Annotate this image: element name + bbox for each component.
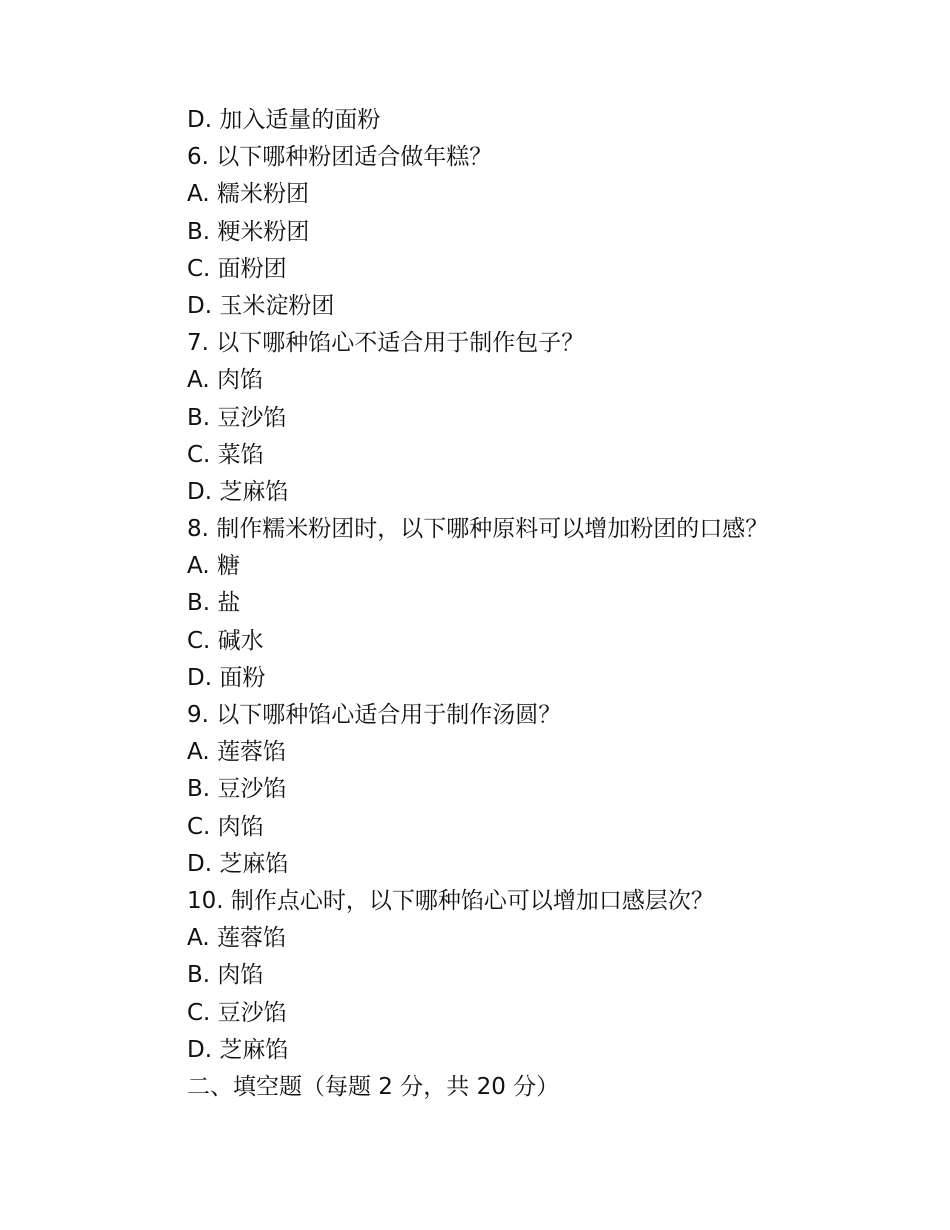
option-c-q10: C. 豆沙馅 xyxy=(187,999,287,1026)
document-body xyxy=(187,102,887,1106)
option-a-q9: A. 莲蓉馅 xyxy=(187,739,286,766)
option-d-q9: D. 芝麻馅 xyxy=(187,850,289,877)
option-c-q8: C. 碱水 xyxy=(187,627,264,654)
option-d-q10: D. 芝麻馅 xyxy=(187,1036,289,1063)
option-a-q10: A. 莲蓉馅 xyxy=(187,925,286,952)
option-a-q6: A. 糯米粉团 xyxy=(187,181,309,208)
option-b-q8: B. 盐 xyxy=(187,590,241,617)
option-b-q9: B. 豆沙馅 xyxy=(187,776,287,803)
question-6: 6. 以下哪种粉团适合做年糕？ xyxy=(187,144,493,171)
option-d-q8: D. 面粉 xyxy=(187,664,266,691)
option-d-q7: D. 芝麻馅 xyxy=(187,478,289,505)
option-b-q10: B. 肉馅 xyxy=(187,962,264,989)
question-9: 9. 以下哪种馅心适合用于制作汤圆？ xyxy=(187,702,562,728)
question-8: 8. 制作糯米粉团时，以下哪种原料可以增加粉团的口感？ xyxy=(187,516,769,543)
question-7: 7. 以下哪种馅心不适合用于制作包子？ xyxy=(187,330,585,357)
option-b-q7: B. 豆沙馅 xyxy=(187,404,287,431)
option-c-q6: C. 面粉团 xyxy=(187,255,287,282)
question-10: 10. 制作点心时，以下哪种馅心可以增加口感层次？ xyxy=(187,887,714,914)
option-d-q6: D. 玉米淀粉团 xyxy=(187,292,335,319)
option-d-q5: D. 加入适量的面粉 xyxy=(187,107,381,133)
option-b-q6: B. 粳米粉团 xyxy=(187,218,310,245)
option-a-q8: A. 糖 xyxy=(187,553,240,580)
option-c-q9: C. 肉馅 xyxy=(187,813,264,840)
option-a-q7: A. 肉馅 xyxy=(187,367,263,394)
section-heading-fill-in-blanks: 二、填空题（每题 2 分，共 20 分） xyxy=(187,1073,560,1100)
option-c-q7: C. 菜馅 xyxy=(187,441,264,468)
